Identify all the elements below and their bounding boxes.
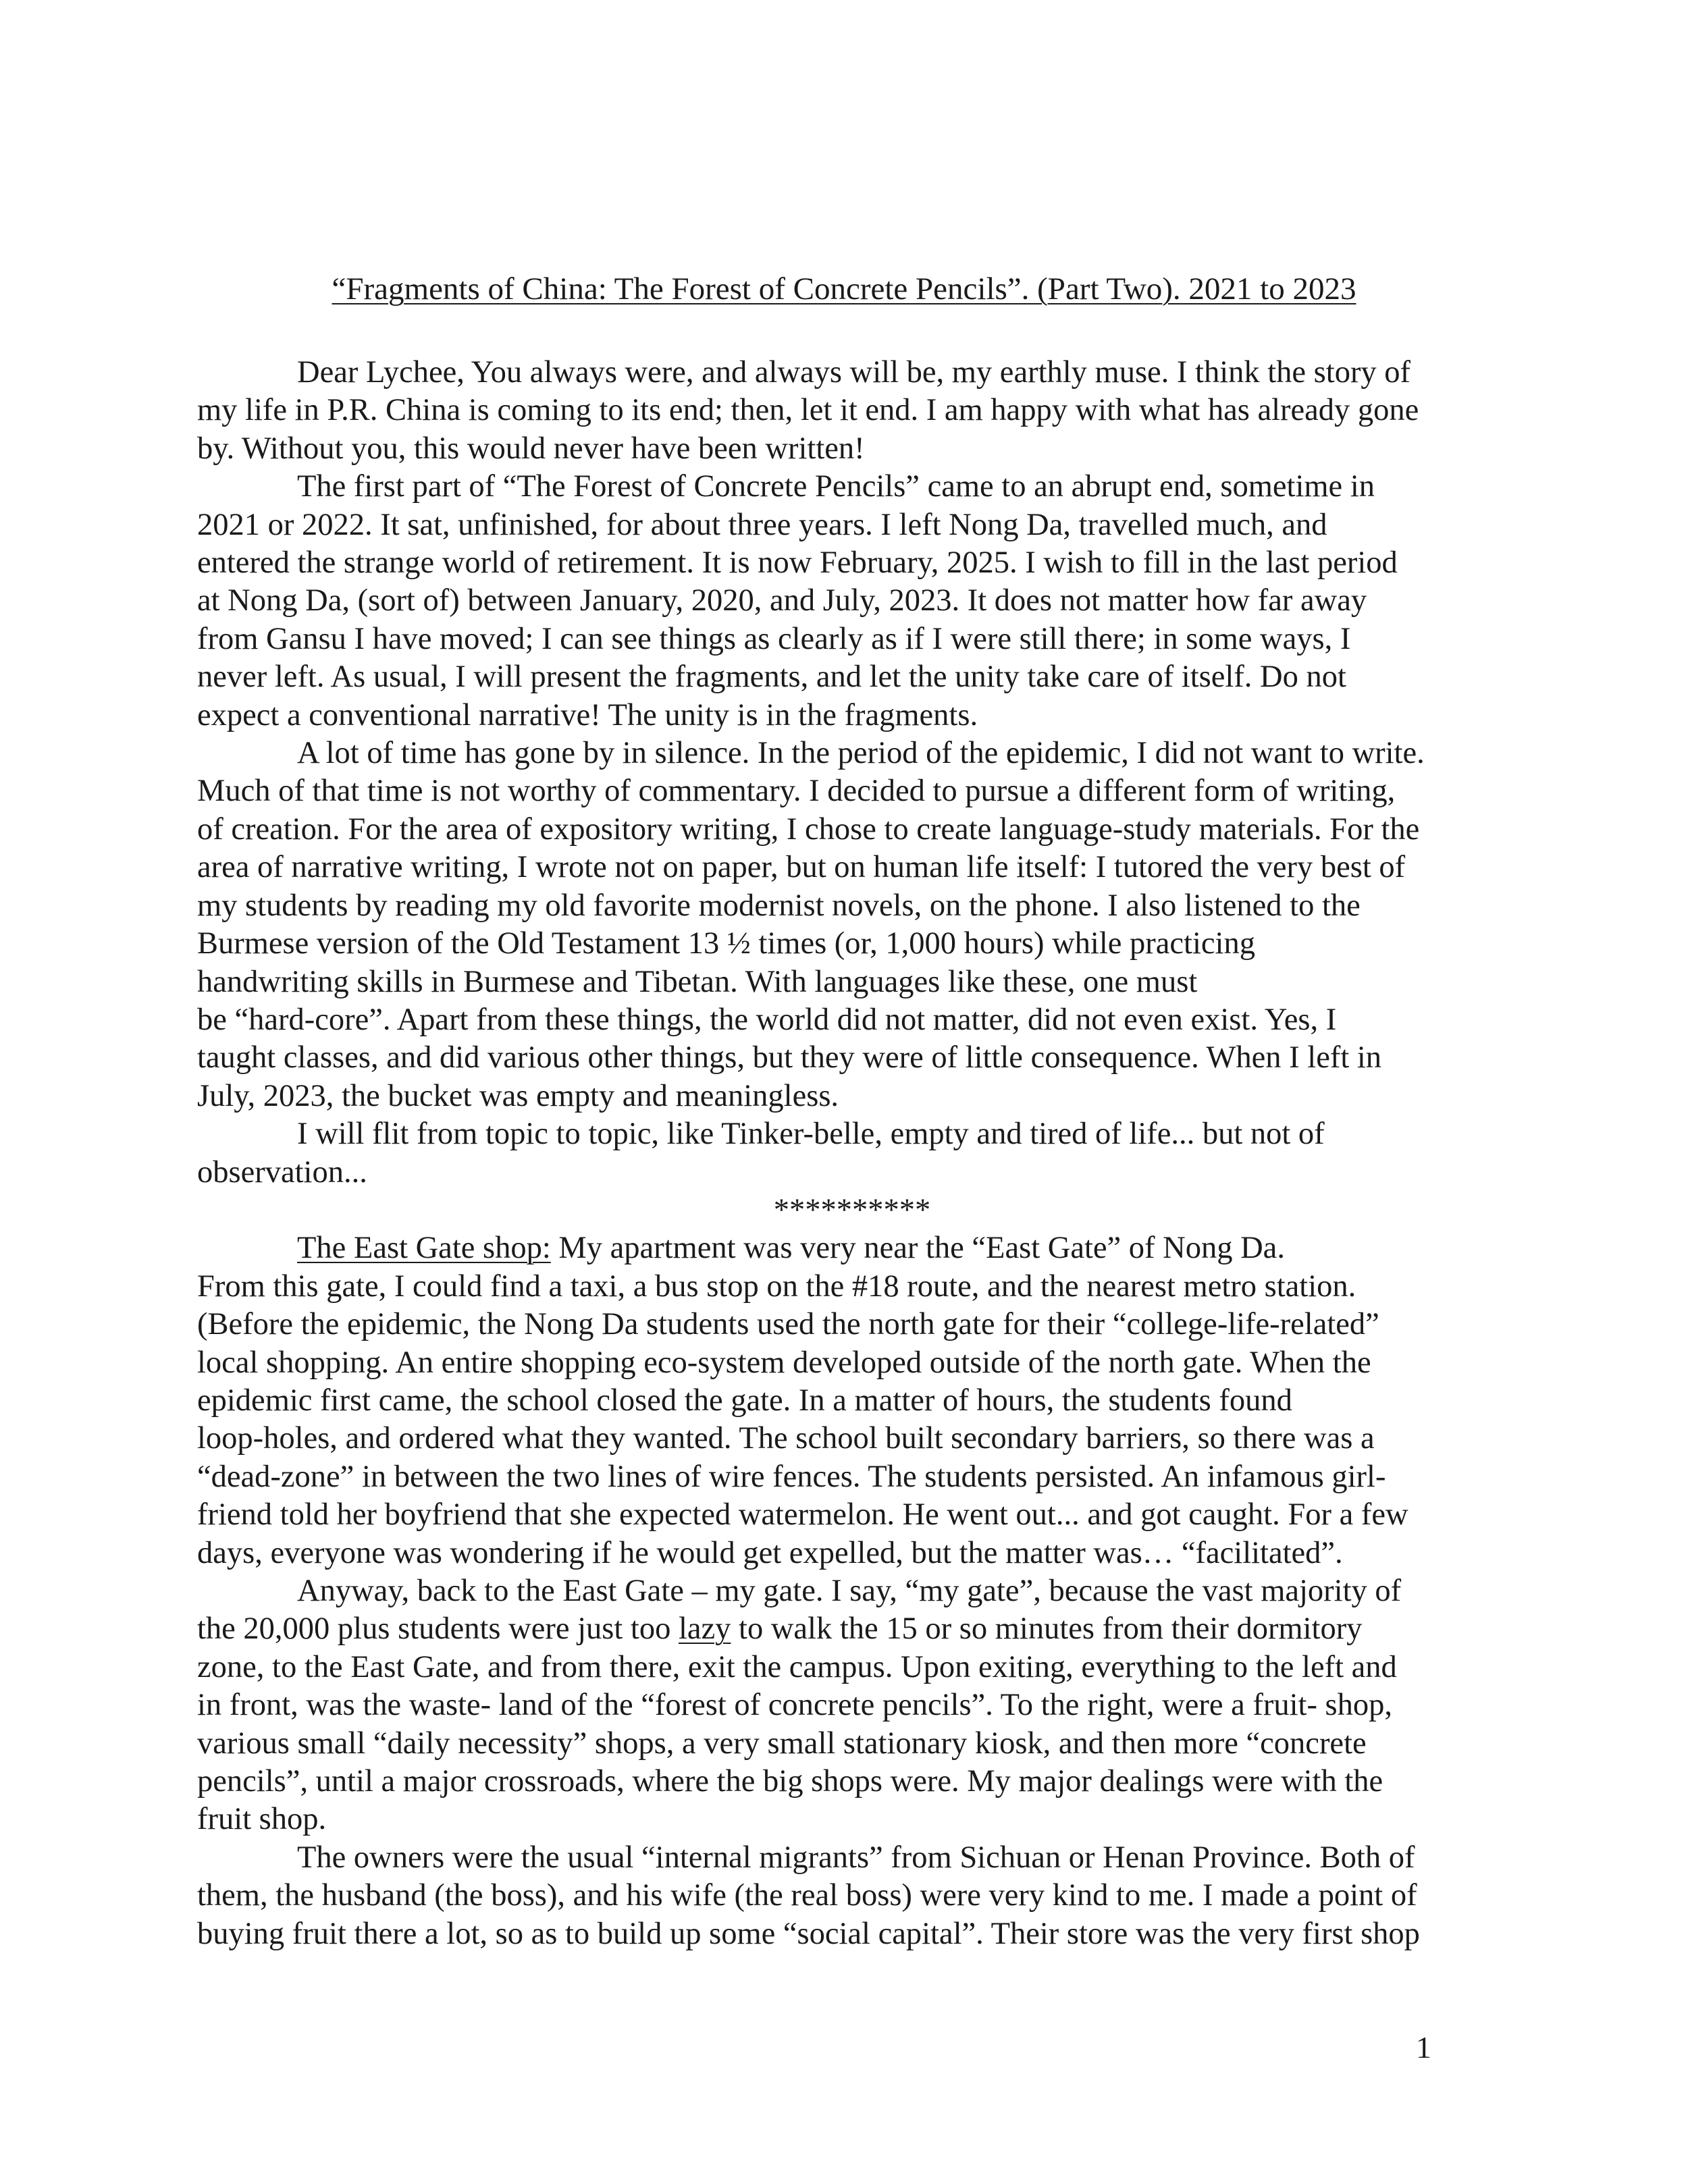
underlined-word: lazy bbox=[678, 1612, 731, 1647]
paragraph-line: pencils”, until a major crossroads, where the big shops were. My major dealings were with the bbox=[197, 1764, 1383, 1799]
paragraph-line: never left. As usual, I will present the fragments, and let the unity take care of itself. Do not bbox=[197, 660, 1346, 695]
paragraph-line: days, everyone was wondering if he would get expelled, but the matter was… “facilitated”. bbox=[197, 1535, 1343, 1570]
paragraph-line: (Before the epidemic, the Nong Da students used the north gate for their “college-life-related” bbox=[197, 1307, 1379, 1342]
paragraph-line: 2021 or 2022. It sat, unfinished, for about three years. I left Nong Da, travelled much, and bbox=[197, 507, 1327, 542]
paragraph-line: Anyway, back to the East Gate – my gate. I say, “my gate”, because the vast majority of bbox=[297, 1574, 1402, 1608]
paragraph-line: The first part of “The Forest of Concrete Pencils” came to an abrupt end, sometime in bbox=[297, 469, 1375, 504]
paragraph-line: buying fruit there a lot, so as to build up some “social capital”. Their store was the very first shop bbox=[197, 1916, 1420, 1951]
paragraph-line: “dead-zone” in between the two lines of wire fences. The students persisted. An infamous girl- bbox=[197, 1459, 1386, 1494]
paragraph-line: July, 2023, the bucket was empty and meaningless. bbox=[197, 1078, 839, 1113]
paragraph-line: The owners were the usual “internal migrants” from Sichuan or Henan Province. Both of bbox=[297, 1840, 1415, 1875]
paragraph-line: them, the husband (the boss), and his wife (the real boss) were very kind to me. I made a point of bbox=[197, 1878, 1417, 1913]
paragraph-line: taught classes, and did various other things, but they were of little consequence. When I left in bbox=[197, 1040, 1382, 1075]
paragraph-line: loop-holes, and ordered what they wanted. The school built secondary barriers, so there was a bbox=[197, 1421, 1375, 1456]
paragraph-line: area of narrative writing, I wrote not on paper, but on human life itself: I tutored the very best of bbox=[197, 850, 1406, 885]
paragraph-line: at Nong Da, (sort of) between January, 2020, and July, 2023. It does not matter how far away bbox=[197, 583, 1367, 618]
paragraph-line: observation... bbox=[197, 1154, 367, 1190]
paragraph-line: zone, to the East Gate, and from there, exit the campus. Upon exiting, everything to the left and bbox=[197, 1649, 1397, 1684]
paragraph-line: friend told her boyfriend that she expected watermelon. He went out... and got caught. For a few bbox=[197, 1497, 1408, 1533]
paragraph-line: I will flit from topic to topic, like Tinker-belle, empty and tired of life... but not of bbox=[297, 1117, 1325, 1152]
paragraph-line: various small “daily necessity” shops, a very small stationary kiosk, and then more “concrete bbox=[197, 1726, 1367, 1761]
paragraph-line-text: My apartment was very near the “East Gate” of Nong Da. bbox=[558, 1231, 1285, 1266]
section-separator: ********** bbox=[773, 1192, 931, 1227]
paragraph-line: fruit shop. bbox=[197, 1802, 327, 1837]
paragraph-line-text: to walk the 15 or so minutes from their dormitory bbox=[739, 1612, 1363, 1647]
paragraph-line: by. Without you, this would never have been written! bbox=[197, 431, 865, 466]
paragraph-line: be “hard-core”. Apart from these things, the world did not matter, did not even exist. Yes, I bbox=[197, 1002, 1337, 1037]
paragraph-line: handwriting skills in Burmese and Tibetan. With languages like these, one must bbox=[197, 964, 1198, 999]
paragraph-line: Dear Lychee, You always were, and always will be, my earthly muse. I think the story of bbox=[297, 355, 1411, 390]
paragraph-line-text: the 20,000 plus students were just too bbox=[197, 1612, 679, 1647]
paragraph-line: from Gansu I have moved; I can see things as clearly as if I were still there; in some ways, I bbox=[197, 621, 1351, 656]
document-title bbox=[0, 269, 1688, 309]
paragraph-line bbox=[197, 1610, 1507, 1648]
document-body bbox=[197, 354, 1507, 1953]
paragraph-line: of creation. For the area of expository writing, I chose to create language-study materials. For the bbox=[197, 811, 1420, 847]
paragraph-line bbox=[197, 1229, 1507, 1267]
paragraph-line: in front, was the waste- land of the “forest of concrete pencils”. To the right, were a fruit- shop, bbox=[197, 1688, 1393, 1723]
section-heading: The East Gate shop: bbox=[297, 1231, 551, 1266]
paragraph-line: Much of that time is not worthy of commentary. I decided to pursue a different form of writing, bbox=[197, 774, 1396, 809]
page-number: 1 bbox=[1416, 2030, 1431, 2065]
title-text: “Fragments of China: The Forest of Concrete Pencils”. (Part Two). 2021 to 2023 bbox=[332, 271, 1356, 307]
paragraph-line: entered the strange world of retirement. It is now February, 2025. I wish to fill in the last period bbox=[197, 545, 1398, 581]
paragraph-line: Burmese version of the Old Testament 13 ½ times (or, 1,000 hours) while practicing bbox=[197, 926, 1255, 961]
paragraph-line: local shopping. An entire shopping eco-system developed outside of the north gate. When the bbox=[197, 1345, 1371, 1380]
paragraph-line: From this gate, I could find a taxi, a bus stop on the #18 route, and the nearest metro station. bbox=[197, 1269, 1356, 1304]
paragraph-line: my students by reading my old favorite modernist novels, on the phone. I also listened to the bbox=[197, 888, 1361, 923]
paragraph-line: expect a conventional narrative! The unity is in the fragments. bbox=[197, 697, 978, 733]
paragraph-line: epidemic first came, the school closed the gate. In a matter of hours, the students found bbox=[197, 1383, 1292, 1418]
paragraph-line: my life in P.R. China is coming to its end; then, let it end. I am happy with what has already gone bbox=[197, 393, 1419, 428]
paragraph-line: A lot of time has gone by in silence. In the period of the epidemic, I did not want to write. bbox=[297, 736, 1425, 771]
